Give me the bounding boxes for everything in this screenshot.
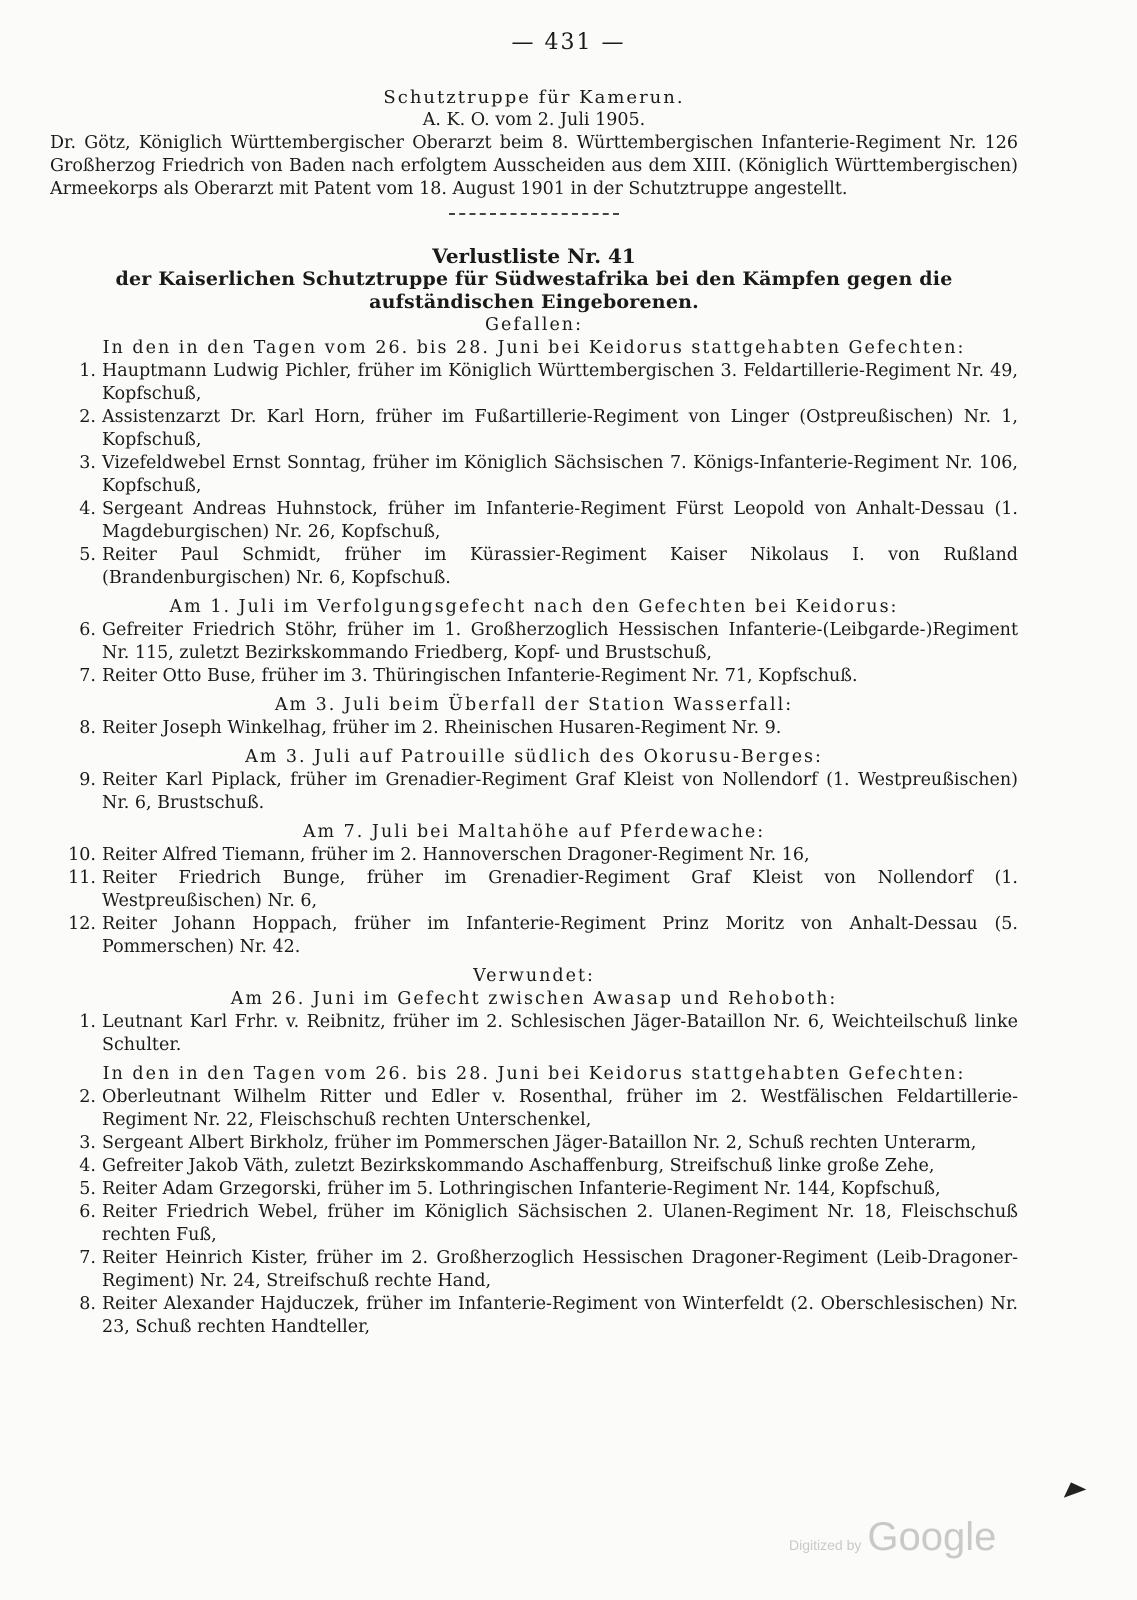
entry-text: Reiter Otto Buse, früher im 3. Thüringischen Infanterie-Regiment Nr. 71, Kopfschuß.	[102, 666, 858, 686]
location-heading: Am 1. Juli im Verfolgungsgefecht nach den Gefechten bei Keidorus:	[169, 597, 899, 617]
entry-number: 6.	[79, 620, 96, 640]
entry-text: Leutnant Karl Frhr. v. Reibnitz, früher im 2. Schlesischen Jäger-Bataillon Nr. 6, Weichteilschuß linke Schulter.	[102, 1012, 1018, 1055]
google-logo: Google	[867, 1515, 997, 1559]
kamerun-order: A. K. O. vom 2. Juli 1905.	[422, 110, 646, 130]
entry-text: Reiter Friedrich Webel, früher im Königlich Sächsischen 2. Ulanen-Regiment Nr. 18, Fleischschuß rechten Fuß,	[102, 1202, 1018, 1245]
digitized-watermark	[789, 1515, 996, 1560]
watermark-prefix: Digitized by	[789, 1537, 862, 1553]
entry-number: 9.	[79, 770, 96, 790]
casualty-entry	[50, 1293, 1018, 1339]
entry-text: Reiter Karl Piplack, früher im Grenadier-Regiment Graf Kleist von Nollendorf (1. Westpreußischen) Nr. 6, Brustschuß.	[102, 770, 1018, 813]
entry-text: Reiter Johann Hoppach, früher im Infanterie-Regiment Prinz Moritz von Anhalt-Dessau (5. Pommerschen) Nr. 42.	[102, 914, 1018, 957]
location-heading: Am 7. Juli bei Maltahöhe auf Pferdewache:	[302, 822, 766, 842]
entry-number: 1.	[79, 361, 96, 381]
entry-text: Gefreiter Friedrich Stöhr, früher im 1. Großherzoglich Hessischen Infanterie-(Leibgarde-)Regiment Nr. 115, zuletzt Bezirkskommando Friedberg, Kopf- und Brustschuß,	[102, 620, 1018, 663]
casualty-entry	[50, 1247, 1018, 1293]
entry-number: 7.	[79, 1248, 96, 1268]
casualty-entry	[50, 844, 1018, 867]
casualty-list	[50, 1086, 1018, 1339]
entry-number: 6.	[79, 1202, 96, 1222]
entry-text: Vizefeldwebel Ernst Sonntag, früher im Königlich Sächsischen 7. Königs-Infanterie-Regiment Nr. 106, Kopfschuß,	[102, 453, 1018, 496]
casualty-entry	[50, 1155, 1018, 1178]
location-heading: Am 26. Juni im Gefecht zwischen Awasap und Rehoboth:	[230, 989, 838, 1009]
casualty-entry	[50, 498, 1018, 544]
arrow-mark-icon	[1060, 1478, 1087, 1497]
verwundet-heading: Verwundet:	[473, 966, 595, 986]
entry-text: Sergeant Albert Birkholz, früher im Pommerschen Jäger-Bataillon Nr. 2, Schuß rechten Unterarm,	[102, 1133, 977, 1153]
section-divider	[449, 213, 619, 215]
casualty-entry	[50, 360, 1018, 406]
entry-number: 1.	[79, 1012, 96, 1032]
entry-text: Reiter Heinrich Kister, früher im 2. Großherzoglich Hessischen Dragoner-Regiment (Leib-Dragoner-Regiment) Nr. 24, Streifschuß rechte Hand,	[102, 1248, 1018, 1291]
kamerun-heading: Schutztruppe für Kamerun.	[383, 87, 685, 108]
entry-number: 10.	[68, 845, 96, 865]
page-body	[50, 86, 1018, 1339]
casualty-list	[50, 619, 1018, 688]
entry-number: 4.	[79, 1156, 96, 1176]
casualty-entry	[50, 913, 1018, 959]
casualty-entry	[50, 406, 1018, 452]
casualty-list	[50, 717, 1018, 740]
entry-text: Reiter Friedrich Bunge, früher im Grenadier-Regiment Graf Kleist von Nollendorf (1. Westpreußischen) Nr. 6,	[102, 868, 1018, 911]
casualty-entry	[50, 544, 1018, 590]
entry-number: 8.	[79, 1294, 96, 1314]
entry-number: 12.	[68, 914, 96, 934]
location-heading: Am 3. Juli auf Patrouille südlich des Okorusu-Berges:	[245, 747, 823, 767]
entry-text: Oberleutnant Wilhelm Ritter und Edler v. Rosenthal, früher im 2. Westfälischen Feldartillerie-Regiment Nr. 22, Fleischschuß rechten Unterschenkel,	[102, 1087, 1018, 1130]
entry-text: Reiter Alexander Hajduczek, früher im Infanterie-Regiment von Winterfeldt (2. Oberschlesischen) Nr. 23, Schuß rechten Handteller,	[102, 1294, 1018, 1337]
location-heading: Am 3. Juli beim Überfall der Station Wasserfall:	[274, 695, 794, 715]
entry-number: 2.	[79, 1087, 96, 1107]
page-number: — 431 —	[511, 30, 626, 55]
entry-number: 3.	[79, 453, 96, 473]
casualty-list	[50, 1011, 1018, 1057]
casualty-list	[50, 769, 1018, 815]
casualty-entry	[50, 1178, 1018, 1201]
entry-number: 8.	[79, 718, 96, 738]
casualty-entry	[50, 1132, 1018, 1155]
casualty-entry	[50, 619, 1018, 665]
casualty-list	[50, 844, 1018, 959]
entry-text: Sergeant Andreas Huhnstock, früher im Infanterie-Regiment Fürst Leopold von Anhalt-Dessau (1. Magdeburgischen) Nr. 26, Kopfschuß,	[102, 499, 1018, 542]
entry-number: 2.	[79, 407, 96, 427]
casualty-entry	[50, 717, 1018, 740]
casualty-entry	[50, 1201, 1018, 1247]
casualty-entry	[50, 1011, 1018, 1057]
entry-number: 4.	[79, 499, 96, 519]
entry-text: Reiter Joseph Winkelhag, früher im 2. Rheinischen Husaren-Regiment Nr. 9.	[102, 718, 782, 738]
entry-text: Hauptmann Ludwig Pichler, früher im Königlich Württembergischen 3. Feldartillerie-Regiment Nr. 49, Kopfschuß,	[102, 361, 1018, 404]
entry-number: 7.	[79, 666, 96, 686]
entry-text: Reiter Paul Schmidt, früher im Kürassier-Regiment Kaiser Nikolaus I. von Rußland (Brandenburgischen) Nr. 6, Kopfschuß.	[102, 545, 1018, 588]
entry-number: 5.	[79, 545, 96, 565]
entry-text: Assistenzarzt Dr. Karl Horn, früher im Fußartillerie-Regiment von Linger (Ostpreußischen) Nr. 1, Kopfschuß,	[102, 407, 1018, 450]
gefallen-heading: Gefallen:	[485, 315, 583, 335]
kamerun-text: Dr. Götz, Königlich Württembergischer Oberarzt beim 8. Württembergischen Infanterie-Regiment Nr. 126 Großherzog Friedrich von Baden nach erfolgtem Ausscheiden aus dem XIII. (Königlich Württembergischen) Armeekorps als Oberarzt mit Patent vom 18. August 1901 in der Schutztruppe angestellt.	[50, 133, 1018, 199]
location-heading: In den in den Tagen vom 26. bis 28. Juni bei Keidorus stattgehabten Gefechten:	[102, 1064, 966, 1084]
casualty-entry	[50, 867, 1018, 913]
entry-text: Reiter Alfred Tiemann, früher im 2. Hannoverschen Dragoner-Regiment Nr. 16,	[102, 845, 810, 865]
entry-number: 11.	[68, 868, 96, 888]
location-heading: In den in den Tagen vom 26. bis 28. Juni bei Keidorus stattgehabten Gefechten:	[102, 338, 966, 358]
casualty-entry	[50, 769, 1018, 815]
verlustliste-title: Verlustliste Nr. 41	[432, 244, 636, 268]
entry-number: 5.	[79, 1179, 96, 1199]
casualty-entry	[50, 1086, 1018, 1132]
entry-number: 3.	[79, 1133, 96, 1153]
casualty-entry	[50, 665, 1018, 688]
verlustliste-subtitle: der Kaiserlichen Schutztruppe für Südwestafrika bei den Kämpfen gegen die aufständischen Eingeborenen.	[115, 268, 953, 313]
entry-text: Gefreiter Jakob Väth, zuletzt Bezirkskommando Aschaffenburg, Streifschuß linke große Zehe,	[102, 1156, 935, 1176]
casualty-entry	[50, 452, 1018, 498]
casualty-list	[50, 360, 1018, 590]
entry-text: Reiter Adam Grzegorski, früher im 5. Lothringischen Infanterie-Regiment Nr. 144, Kopfschuß,	[102, 1179, 941, 1199]
